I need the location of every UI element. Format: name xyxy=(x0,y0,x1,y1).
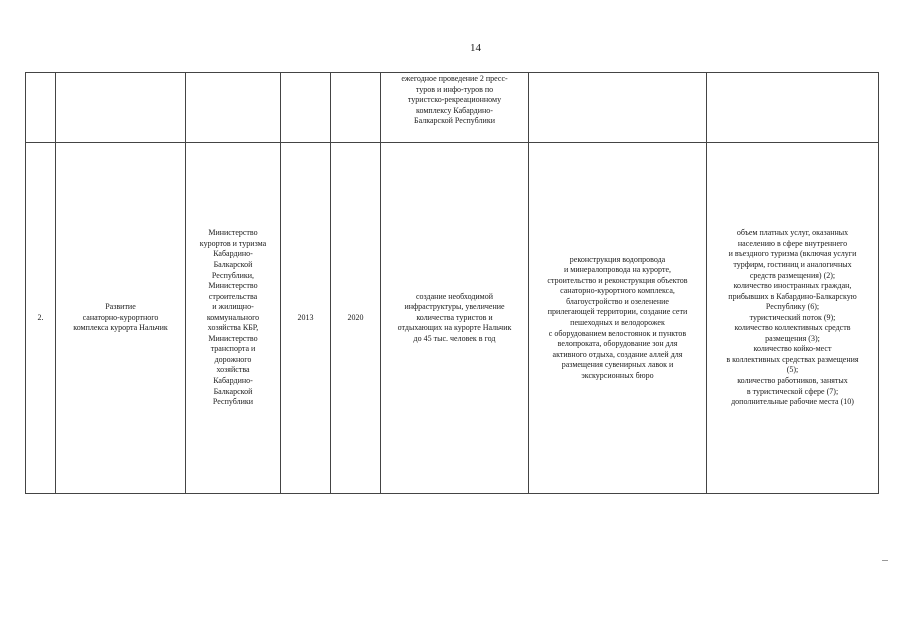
cell-start-year xyxy=(281,143,331,494)
end-year: 2020 xyxy=(347,312,364,322)
activities-text: реконструкция водопровода и минералопровода на курорте, строительство и реконструкция объектов санаторно-курортного комплекса, благоустройство и озеленение прилегающей территории, создание сети пешеходных и велодорожек с оборудованием велостоянок и пунктов велопроката, оборудование зон для активного отдыха, создание аллей для размещения сувенирных лавок и экскурсионных бюро xyxy=(547,254,688,380)
scan-mark xyxy=(882,560,888,561)
executors-text: Министерство курортов и туризма Кабардино- Балкарской Республики, Министерство строительства и жилищно- коммунального хозяйства КБР, Министерство транспорта и дорожного хозяйства Кабардино- Балкарской Республики xyxy=(199,228,267,407)
cell-end-year xyxy=(331,73,381,143)
table-row-continuation xyxy=(26,73,879,143)
cell-end-year xyxy=(331,143,381,494)
cell-start-year xyxy=(281,73,331,143)
cell-indicators xyxy=(707,73,879,143)
cell-activities xyxy=(529,73,707,143)
cell-name xyxy=(56,73,186,143)
cell-indicators xyxy=(707,143,879,494)
cell-activities xyxy=(529,143,707,494)
cell-goal xyxy=(381,73,529,143)
goal-text: создание необходимой инфраструктуры, увеличение количества туристов и отдыхающих на курорте Нальчик до 45 тыс. человек в год xyxy=(397,291,512,343)
measure-name: Развитие санаторно-курортного комплекса курорта Нальчик xyxy=(73,302,168,333)
cell-number xyxy=(26,143,56,494)
cell-name xyxy=(56,143,186,494)
cell-number xyxy=(26,73,56,143)
continuation-goal-text: ежегодное проведение 2 пресс- туров и инфо-туров по туристско-рекреационному комплексу Кабардино- Балкарской Республики xyxy=(401,74,508,126)
cell-goal xyxy=(381,143,529,494)
indicators-text: объем платных услуг, оказанных населению в сфере внутреннего и въездного туризма (включая услуги турфирм, гостиниц и аналогичных средств размещения) (2); количество иностранных граждан, прибывших в Кабардино-Балкарскую Республику (6); туристический поток (9); количество коллективных средств размещения (3); количество койко-мест в коллективных средствах размещения (5); количество работников, занятых в туристической сфере (7); дополнительные рабочие места (10) xyxy=(726,228,859,407)
program-table xyxy=(25,72,879,494)
cell-executors xyxy=(186,73,281,143)
page-number: 14 xyxy=(470,42,481,54)
start-year: 2013 xyxy=(297,312,314,322)
table-row-main xyxy=(26,143,879,494)
cell-executors xyxy=(186,143,281,494)
row-number: 2. xyxy=(37,312,44,322)
